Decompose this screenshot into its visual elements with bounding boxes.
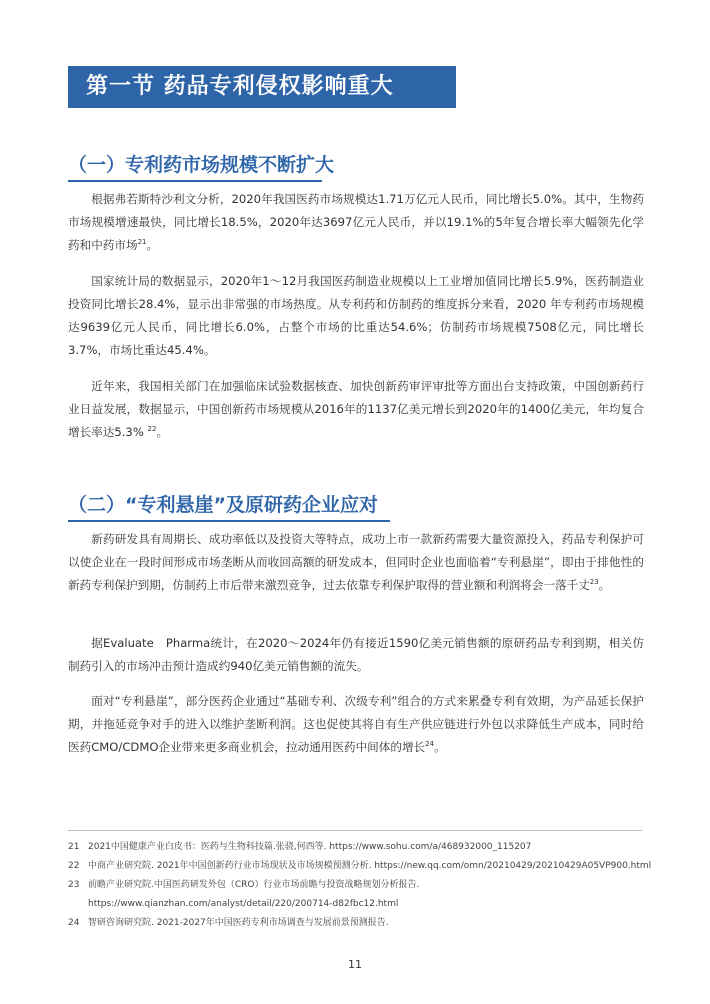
subsection-underline-2 [68,520,390,522]
footnote-ref: 23 [589,578,599,587]
footnote-ref: 24 [425,740,435,749]
footnote-item: 22 中商产业研究院. 2021年中国创新药行业市场现状及市场规模预测分析. https://new.qq.com/omn/20210429/20210429A05VP900.html [68,861,652,871]
section-title: 第一节 药品专利侵权影响重大 [68,66,456,108]
subsection-heading-2: （二）“专利悬崖”及原研药企业应对 [68,494,378,516]
paragraph: 根据弗若斯特沙利文分析，2020年我国医药市场规模达1.71万亿元人民币，同比增长5.0%。其中，生物药市场规模增速最快，同比增长18.5%，2020年达3697亿元人民币，并以19.1%的5年复合增长率大幅领先化学药和中药市场$^{21}$。 [68,192,644,252]
footnote-item-continuation: https://www.qianzhan.com/analyst/detail/220/200714-d82fbc12.html [88,899,399,909]
footnote-item: 21 2021中国健康产业白皮书：医药与生物科技篇.张骁,何西等. https://www.sohu.com/a/468932000_115207 [68,842,532,852]
paragraph: 面对“专利悬崖”，部分医药企业通过“基础专利、次级专利”组合的方式来累叠专利有效期，为产品延长保护期，并拖延竞争对手的进入以维护垄断利润。这也促使其将自有生产供应链进行外包以求降低生产成本，同时给医药CMO/CDMO企业带来更多商业机会，拉动通用医药中间体的增长$^{24}$。 [68,694,644,754]
paragraph: 据Evaluate Pharma统计，在2020～2024年仍有接近1590亿美元销售额的原研药品专利到期，相关仿制药引入的市场冲击预计造成约940亿美元销售额的流失。 [68,636,644,673]
subsection-underline-1 [68,180,322,182]
footnote-item: 23 前瞻产业研究院.中国医药研发外包（CRO）行业市场前瞻与投资战略规划分析报告. [68,880,420,890]
paragraph: 新药研发具有周期长、成功率低以及投资大等特点，成功上市一款新药需要大量资源投入，药品专利保护可以使企业在一段时间形成市场垄断从而收回高额的研发成本，但同时企业也面临着“专利悬崖”，即由于排他性的新药专利保护到期，仿制药上市后带来激烈竞争，过去依靠专利保护取得的营业额和利润将会一落千丈$^{23}$。 [68,532,644,592]
footnotes [68,838,658,933]
footnote-ref: 21 [137,238,147,247]
footnote-item: 24 智研咨询研究院. 2021-2027年中国医药专利市场调查与发展前景预测报告. [68,918,389,928]
paragraph: 近年来，我国相关部门在加强临床试验数据核查、加快创新药审评审批等方面出台支持政策，中国创新药行业日益发展，数据显示，中国创新药市场规模从2016年的1137亿美元增长到2020年的1400亿美元，年均复合增长率达5.3% $^{22}$。 [68,379,644,439]
subsection-heading-1: （一）专利药市场规模不断扩大 [68,154,335,176]
footnote-divider [68,830,642,831]
paragraph: 国家统计局的数据显示，2020年1～12月我国医药制造业规模以上工业增加值同比增长5.9%，医药制造业投资同比增长28.4%，显示出非常强的市场热度。从专利药和仿制药的维度拆分来看，2020 年专利药市场规模达9639亿元人民币，同比增长6.0%，占整个市场的比重达54.6%；仿制药市场规模7508亿元，同比增长 3.7%，市场比重达45.4%。 [68,274,644,357]
footnote-ref: 22 [147,425,157,434]
page-number: 11 [348,958,362,971]
